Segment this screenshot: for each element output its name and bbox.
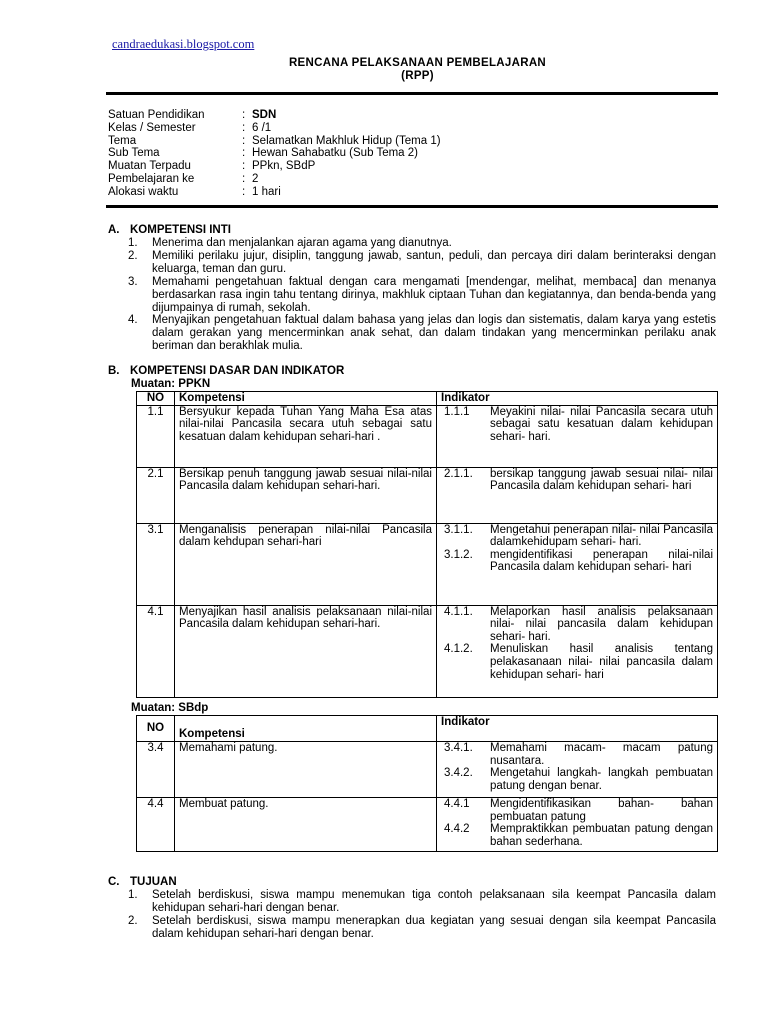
row-number: 3.1 [137, 523, 175, 605]
section-a-heading [108, 224, 231, 236]
identity-row [108, 147, 441, 160]
identity-label: Pembelajaran ke [108, 172, 195, 185]
top-divider [106, 92, 718, 95]
table-row [137, 798, 718, 852]
identity-separator: : [242, 185, 246, 198]
document-subtitle: (RPP) [401, 70, 434, 82]
document-title: RENCANA PELAKSANAAN PEMBELAJARAN [288, 57, 547, 69]
list-item-number: 3. [128, 275, 138, 288]
tujuan-list [128, 889, 716, 941]
indikator-item [441, 524, 713, 549]
identity-label: Satuan Pendidikan [108, 109, 205, 121]
indikator-text: Mengetahui penerapan nilai- nilai Pancasila dalamkehidupam sehari- hari. [490, 523, 713, 549]
ppkn-header-row [137, 392, 718, 406]
identity-separator: : [242, 147, 246, 160]
indikator-item [441, 643, 713, 681]
identity-divider [106, 205, 718, 208]
list-item [128, 237, 716, 250]
identity-label: Tema [108, 134, 137, 147]
list-item-text: Setelah berdiskusi, siswa mampu menerapkan dua kegiatan yang sesuai dengan sila keempat Pancasila dalam kehidupan sehari-hari dengan benar. [152, 914, 716, 940]
indikator-text: Melaporkan hasil analisis pelaksanaan nilai- nilai pancasila dalam kehidupan sehari- hari. [490, 605, 713, 643]
indikator-text: Mengetahui langkah- langkah pembuatan patung dengan benar. [490, 767, 713, 792]
list-item-number: 2. [128, 914, 138, 927]
table-row [137, 467, 718, 523]
row-indikator [437, 605, 718, 697]
indikator-code: 3.4.1. [444, 742, 473, 754]
row-kompetensi: Menyajikan hasil analisis pelaksanaan nilai-nilai Pancasila dalam kehidupan sehari-hari. [175, 605, 437, 697]
col-indikator-header: Indikator [437, 716, 718, 742]
indikator-item [441, 468, 713, 493]
row-number: 3.4 [137, 742, 175, 798]
identity-row [108, 109, 441, 122]
row-indikator [437, 467, 718, 523]
indikator-text: mengidentifikasi penerapan nilai-nilai Pancasila dalam kehidupan sehari- hari [490, 548, 713, 574]
ppkn-table [136, 391, 718, 698]
row-number: 4.4 [137, 798, 175, 852]
list-item [128, 276, 716, 315]
list-item [128, 915, 716, 941]
indikator-code: 3.4.2. [444, 767, 473, 780]
indikator-code: 4.4.2 [444, 823, 470, 836]
indikator-code: 4.4.1 [444, 798, 470, 810]
list-item [128, 889, 716, 915]
identity-value: PPkn, SBdP [252, 160, 316, 173]
section-b-title: KOMPETENSI DASAR DAN INDIKATOR [130, 365, 345, 377]
table-row [137, 605, 718, 697]
indikator-text: bersikap tanggung jawab sesuai nilai- nilai Pancasila dalam kehidupan sehari- hari [490, 467, 713, 493]
row-indikator [437, 798, 718, 852]
col-no-header: NO [137, 716, 175, 742]
identity-value: Selamatkan Makhluk Hidup (Tema 1) [252, 134, 441, 147]
identity-row [108, 135, 441, 148]
row-number: 4.1 [137, 605, 175, 697]
list-item-text: Menerima dan menjalankan ajaran agama yang dianutnya. [152, 237, 452, 249]
kompetensi-inti-list [128, 237, 716, 353]
col-indikator-header: Indikator [437, 392, 718, 406]
indikator-code: 4.1.2. [444, 643, 473, 656]
muatan-sbdp-label: Muatan: SBdp [131, 702, 209, 714]
indikator-item [441, 742, 713, 767]
identity-value: 6 /1 [252, 121, 272, 134]
identity-separator: : [242, 109, 246, 121]
identity-value: 2 [252, 172, 259, 185]
row-indikator [437, 523, 718, 605]
identity-label: Alokasi waktu [108, 185, 179, 198]
list-item-number: 2. [128, 249, 138, 262]
row-number: 1.1 [137, 405, 175, 467]
col-kompetensi-header: Kompetensi [175, 716, 437, 742]
sbdp-header-row [137, 716, 718, 742]
identity-separator: : [242, 121, 246, 134]
table-row [137, 405, 718, 467]
list-item-number: 1. [128, 237, 138, 249]
indikator-item [441, 767, 713, 792]
identity-row [108, 160, 441, 173]
identity-label: Kelas / Semester [108, 121, 196, 134]
identity-value: SDN [252, 109, 277, 121]
indikator-item [441, 606, 713, 644]
section-c-number: C. [108, 876, 120, 888]
indikator-text: Mengidentifikasikan bahan- bahan pembuatan patung [490, 798, 713, 823]
table-row [137, 523, 718, 605]
identity-block [108, 109, 441, 199]
identity-separator: : [242, 134, 246, 147]
muatan-ppkn-label: Muatan: PPKN [131, 378, 211, 390]
list-item-text: Menyajikan pengetahuan faktual dalam bahasa yang jelas dan logis dan sistematis, dalam karya yang estetis dalam gerakan yang mencerminkan anak sehat, dan dalam tindakan yang mencerminkan perilaku anak beriman dan berakhlak mulia. [152, 314, 716, 353]
identity-value: Hewan Sahabatku (Sub Tema 2) [252, 147, 418, 160]
identity-separator: : [242, 160, 246, 173]
indikator-code: 3.1.1. [444, 523, 473, 536]
list-item [128, 250, 716, 276]
row-kompetensi: Menganalisis penerapan nilai-nilai Pancasila dalam kehdupan sehari-hari [175, 523, 437, 605]
list-item-text: Setelah berdiskusi, siswa mampu menemukan tiga contoh pelaksanaan sila keempat Pancasila dalam kehidupan sehari-hari dengan benar. [152, 889, 716, 914]
section-a-number: A. [108, 224, 120, 236]
identity-separator: : [242, 172, 246, 185]
section-b-number: B. [108, 365, 120, 377]
list-item-number: 1. [128, 889, 138, 901]
indikator-text: Menuliskan hasil analisis tentang pelakasanaan nilai- nilai pancasila dalam kehidupan sehari- hari [490, 643, 713, 681]
col-kompetensi-header: Kompetensi [175, 392, 437, 406]
list-item-number: 4. [128, 314, 138, 327]
row-indikator [437, 405, 718, 467]
row-number: 2.1 [137, 467, 175, 523]
identity-row [108, 173, 441, 186]
row-kompetensi: Membuat patung. [175, 798, 437, 852]
indikator-code: 2.1.1. [444, 467, 473, 480]
list-item [128, 314, 716, 353]
identity-label: Sub Tema [108, 147, 160, 160]
identity-row [108, 186, 441, 199]
section-b-heading [108, 365, 344, 377]
col-no-header: NO [137, 392, 175, 406]
indikator-code: 3.1.2. [444, 548, 473, 561]
indikator-text: Meyakini nilai- nilai Pancasila secara utuh sebagai satu kesatuan dalam kehidupan sehari- hari. [490, 405, 713, 443]
identity-value: 1 hari [252, 185, 281, 198]
row-kompetensi: Bersikap penuh tanggung jawab sesuai nilai-nilai Pancasila dalam kehidupan sehari-hari. [175, 467, 437, 523]
indikator-item [441, 798, 713, 823]
indikator-code: 1.1.1 [444, 405, 470, 418]
list-item-text: Memiliki perilaku jujur, disiplin, tanggung jawab, santun, peduli, dan percaya diri dalam berinteraksi dengan keluarga, teman dan guru. [152, 249, 716, 275]
indikator-item [441, 823, 713, 848]
blog-link[interactable]: candraedukasi.blogspot.com [112, 37, 255, 51]
section-a-title: KOMPETENSI INTI [130, 224, 231, 236]
section-c-title: TUJUAN [130, 876, 177, 888]
sbdp-table [136, 715, 718, 852]
section-c-heading [108, 876, 177, 888]
identity-row [108, 122, 441, 135]
indikator-item [441, 406, 713, 444]
table-row [137, 742, 718, 798]
indikator-code: 4.1.1. [444, 605, 473, 618]
identity-label: Muatan Terpadu [108, 160, 191, 173]
list-item-text: Memahami pengetahuan faktual dengan cara mengamati [mendengar, melihat, membaca] dan menanya berdasarkan rasa ingin tahu tentang dirinya, makhluk ciptaan Tuhan dan kegiatannya, dan benda-benda yang dijumpainya di rumah, sekolah. [152, 275, 716, 314]
indikator-text: Memahami macam- macam patung nusantara. [490, 742, 713, 767]
row-kompetensi: Bersyukur kepada Tuhan Yang Maha Esa atas nilai-nilai Pancasila secara utuh sebagai satu kesatuan dalam kehidupan sehari-hari . [175, 405, 437, 467]
indikator-item [441, 549, 713, 574]
row-indikator [437, 742, 718, 798]
indikator-text: Mempraktikkan pembuatan patung dengan bahan sederhana. [490, 823, 713, 848]
row-kompetensi: Memahami patung. [175, 742, 437, 798]
